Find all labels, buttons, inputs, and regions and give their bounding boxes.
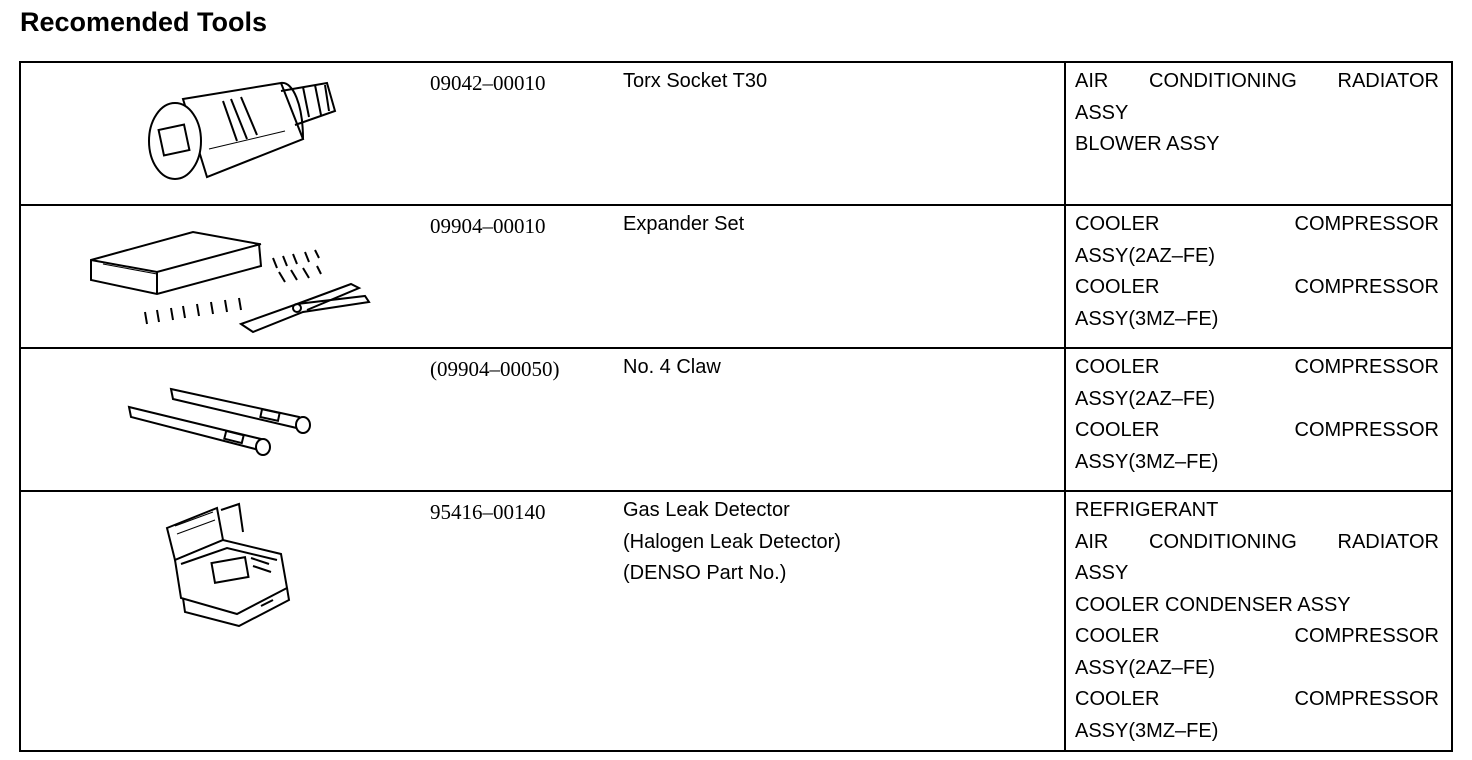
usage-word: AIR <box>1075 70 1109 92</box>
tool-row <box>20 205 1452 348</box>
expander-set-icon <box>83 228 373 338</box>
tool-image-cell <box>20 491 426 751</box>
usage-line <box>1075 716 1439 748</box>
usage-word: COMPRESSOR <box>1294 213 1439 235</box>
usage-line <box>1075 447 1439 479</box>
tool-name <box>614 63 1064 98</box>
usage-word: COOLER <box>1075 688 1160 710</box>
part-number: 09904–00010 <box>430 214 546 238</box>
tool-name <box>614 492 1064 590</box>
part-number-cell <box>426 348 614 491</box>
usage-line <box>1075 129 1439 161</box>
tool-name-line: Expander Set <box>623 213 745 235</box>
usage-line <box>1075 527 1439 559</box>
usage-word: COMPRESSOR <box>1294 625 1439 647</box>
tool-image-cell <box>20 348 426 491</box>
usage-word: ASSY(2AZ–FE) <box>1075 656 1216 679</box>
usage-list <box>1066 206 1451 335</box>
tool-name-line: (DENSO Part No.) <box>623 562 787 584</box>
usage-cell <box>1065 62 1452 205</box>
gas-leak-detector-icon <box>161 502 301 627</box>
torx-socket-icon <box>131 77 341 197</box>
usage-line <box>1075 415 1439 447</box>
usage-line <box>1075 66 1439 98</box>
usage-word: COOLER <box>1075 625 1160 647</box>
tool-name-cell <box>614 348 1065 491</box>
part-number-cell <box>426 62 614 205</box>
usage-word: COOLER <box>1075 419 1160 441</box>
usage-word: ASSY(2AZ–FE) <box>1075 244 1216 267</box>
usage-list <box>1066 492 1451 747</box>
tool-name-line: (Halogen Leak Detector) <box>623 530 841 553</box>
usage-word: ASSY(3MZ–FE) <box>1075 307 1219 330</box>
tool-name-line: Gas Leak Detector <box>623 499 790 521</box>
usage-word: CONDITIONING <box>1149 530 1297 553</box>
usage-line <box>1075 352 1439 384</box>
tool-name <box>614 206 1064 241</box>
usage-line <box>1075 590 1439 622</box>
part-number-cell <box>426 205 614 348</box>
usage-word: COOLER <box>1075 276 1160 298</box>
usage-line <box>1075 241 1439 273</box>
usage-word: AIR <box>1075 530 1109 553</box>
usage-word: REFRIGERANT <box>1075 499 1219 521</box>
usage-line <box>1075 98 1439 130</box>
part-number: (09904–00050) <box>430 357 560 381</box>
tool-name-cell <box>614 205 1065 348</box>
usage-word: ASSY <box>1075 101 1129 124</box>
tool-name-cell <box>614 62 1065 205</box>
usage-line <box>1075 304 1439 336</box>
part-number: 09042–00010 <box>430 71 546 95</box>
usage-line <box>1075 653 1439 685</box>
part-number: 95416–00140 <box>430 500 546 524</box>
usage-cell <box>1065 491 1452 751</box>
usage-word: ASSY(3MZ–FE) <box>1075 450 1219 473</box>
usage-word: ASSY(2AZ–FE) <box>1075 387 1216 410</box>
usage-word: BLOWER ASSY <box>1075 133 1220 155</box>
tool-name-cell <box>614 491 1065 751</box>
tool-row <box>20 491 1452 751</box>
usage-list <box>1066 63 1451 161</box>
usage-word: COOLER <box>1075 213 1160 235</box>
usage-list <box>1066 349 1451 478</box>
tool-image-cell <box>20 62 426 205</box>
usage-word: COOLER CONDENSER ASSY <box>1075 593 1351 616</box>
usage-word: ASSY <box>1075 562 1129 584</box>
tools-table <box>19 61 1453 752</box>
usage-word: RADIATOR <box>1337 70 1439 92</box>
usage-word: COOLER <box>1075 356 1160 378</box>
tool-name-line: No. 4 Claw <box>623 356 721 378</box>
usage-line <box>1075 384 1439 416</box>
usage-line <box>1075 684 1439 716</box>
tool-name <box>614 349 1064 384</box>
usage-line <box>1075 495 1439 527</box>
claw-icon <box>121 383 321 463</box>
usage-line <box>1075 558 1439 590</box>
usage-word: COMPRESSOR <box>1294 276 1439 298</box>
usage-word: ASSY(3MZ–FE) <box>1075 719 1219 742</box>
usage-word: COMPRESSOR <box>1294 356 1439 378</box>
usage-word: CONDITIONING <box>1149 70 1297 92</box>
usage-line <box>1075 272 1439 304</box>
usage-line <box>1075 209 1439 241</box>
usage-cell <box>1065 348 1452 491</box>
tool-name-line: Torx Socket T30 <box>623 70 768 92</box>
tool-row <box>20 348 1452 491</box>
usage-line <box>1075 621 1439 653</box>
usage-cell <box>1065 205 1452 348</box>
tool-row <box>20 62 1452 205</box>
usage-word: RADIATOR <box>1337 530 1439 553</box>
usage-word: COMPRESSOR <box>1294 419 1439 441</box>
page-title: Recomended Tools <box>20 7 268 37</box>
usage-word: COMPRESSOR <box>1294 688 1439 710</box>
tool-image-cell <box>20 205 426 348</box>
part-number-cell <box>426 491 614 751</box>
